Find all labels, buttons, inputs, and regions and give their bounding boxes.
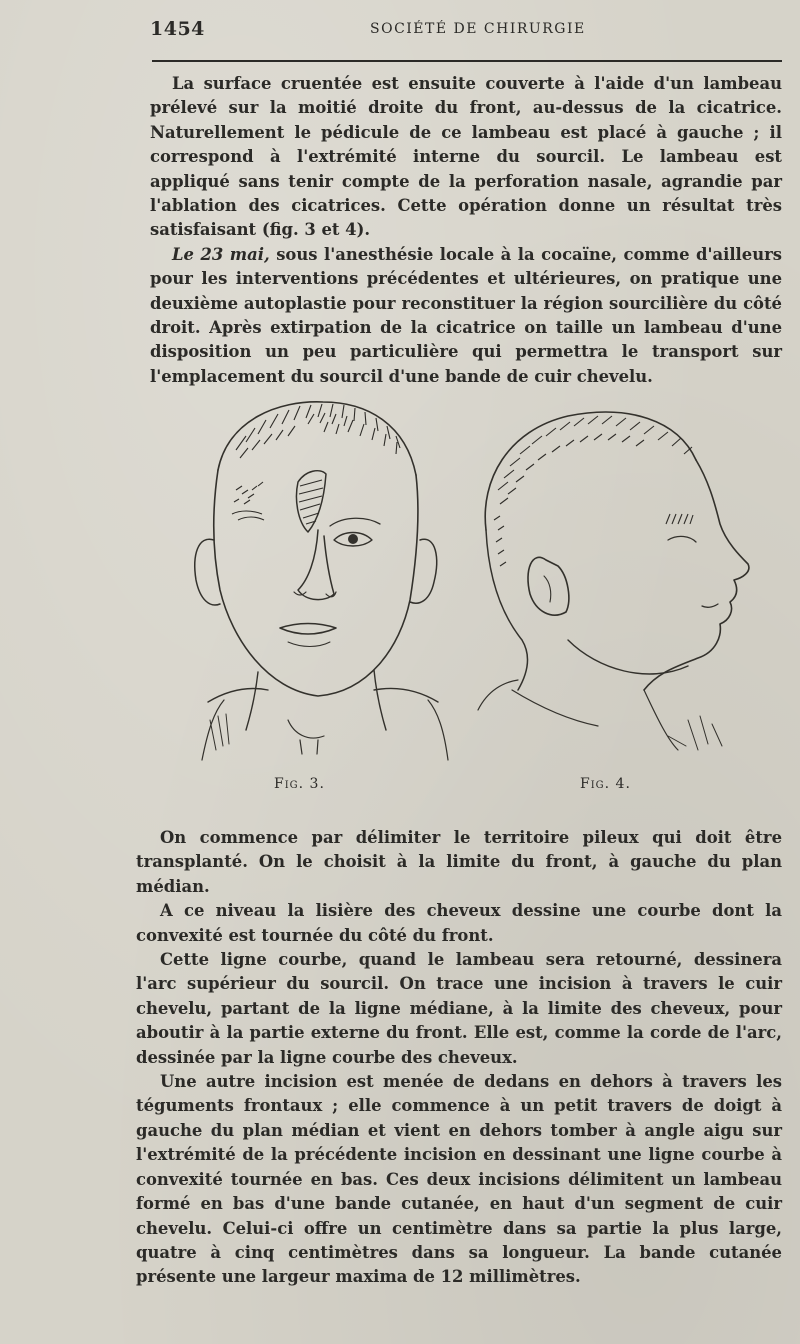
bottom-text-block (136, 826, 782, 1290)
paragraph: Une autre incision est menée de dedans en dehors à travers les téguments frontaux ; elle commence à un petit travers de doigt à gauche du plan médian et vient en dehors tomber à angle aigu sur l'extrémité de la précédente incision en dessinant une ligne courbe à convexité tournée en bas. Ces deux incisions délimitent un lambeau formé en bas d'une bande cutanée, en haut d'un segment de cuir chevelu. Celui-ci offre un centimètre dans sa partie la plus large, quatre à cinq centimètres dans sa longueur. La bande cutanée présente une largeur maxima de 12 millimètres. (136, 1072, 782, 1287)
header-rule (152, 60, 782, 62)
paragraph: On commence par délimiter le territoire pileux qui doit être transplanté. On le choisit à la limite du front, à gauche du plan médian. (136, 828, 782, 896)
paragraph-lead-date: Le 23 mai, (172, 244, 270, 264)
page-header (150, 18, 782, 42)
fig3-frontal-face-drawing (195, 402, 448, 760)
paragraph-text: sous l'anesthésie locale à la cocaïne, comme d'ailleurs pour les interventions précédentes et ultérieures, on pratique une deuxième autoplastie pour reconstituer la région sourcilière du côté droit. Après extirpation de la cicatrice on taille un lambeau d'une disposition un peu particulière qui permettra le transport sur l'emplacement du sourcil d'une bande de cuir chevelu. (150, 244, 782, 386)
paragraph (150, 243, 782, 389)
figure-illustrations (148, 390, 788, 770)
fig4-profile-face-drawing (478, 412, 749, 750)
fig4-caption: Fig. 4. (580, 776, 631, 792)
paragraph: Cette ligne courbe, quand le lambeau sera retourné, dessinera l'arc supérieur du sourcil. On trace une incision à travers le cuir chevelu, partant de la ligne médiane, à la limite des cheveux, pour aboutir à la partie externe du front. Elle est, comme la corde de l'arc, dessinée par la ligne courbe des cheveux. (136, 950, 782, 1067)
paragraph (150, 72, 782, 243)
paragraph-text: La surface cruentée est ensuite couverte à l'aide d'un lambeau prélevé sur la moitié droite du front, au-dessus de la cicatrice. Naturellement le pédicule de ce lambeau est placé à gauche ; il correspond à l'extrémité interne du sourcil. Le lambeau est appliqué sans tenir compte de la perforation nasale, agrandie par l'ablation des cicatrices. Cette opération donne un résultat très satisfaisant (fig. 3 et 4). (150, 74, 782, 240)
fig3-caption: Fig. 3. (274, 776, 325, 792)
figures-plate (148, 390, 788, 790)
paragraph: A ce niveau la lisière des cheveux dessine une courbe dont la convexité est tournée du côté du front. (136, 901, 782, 945)
page-number: 1454 (150, 18, 205, 40)
top-text-block (150, 72, 782, 389)
running-head: SOCIÉTÉ DE CHIRURGIE (370, 21, 586, 37)
